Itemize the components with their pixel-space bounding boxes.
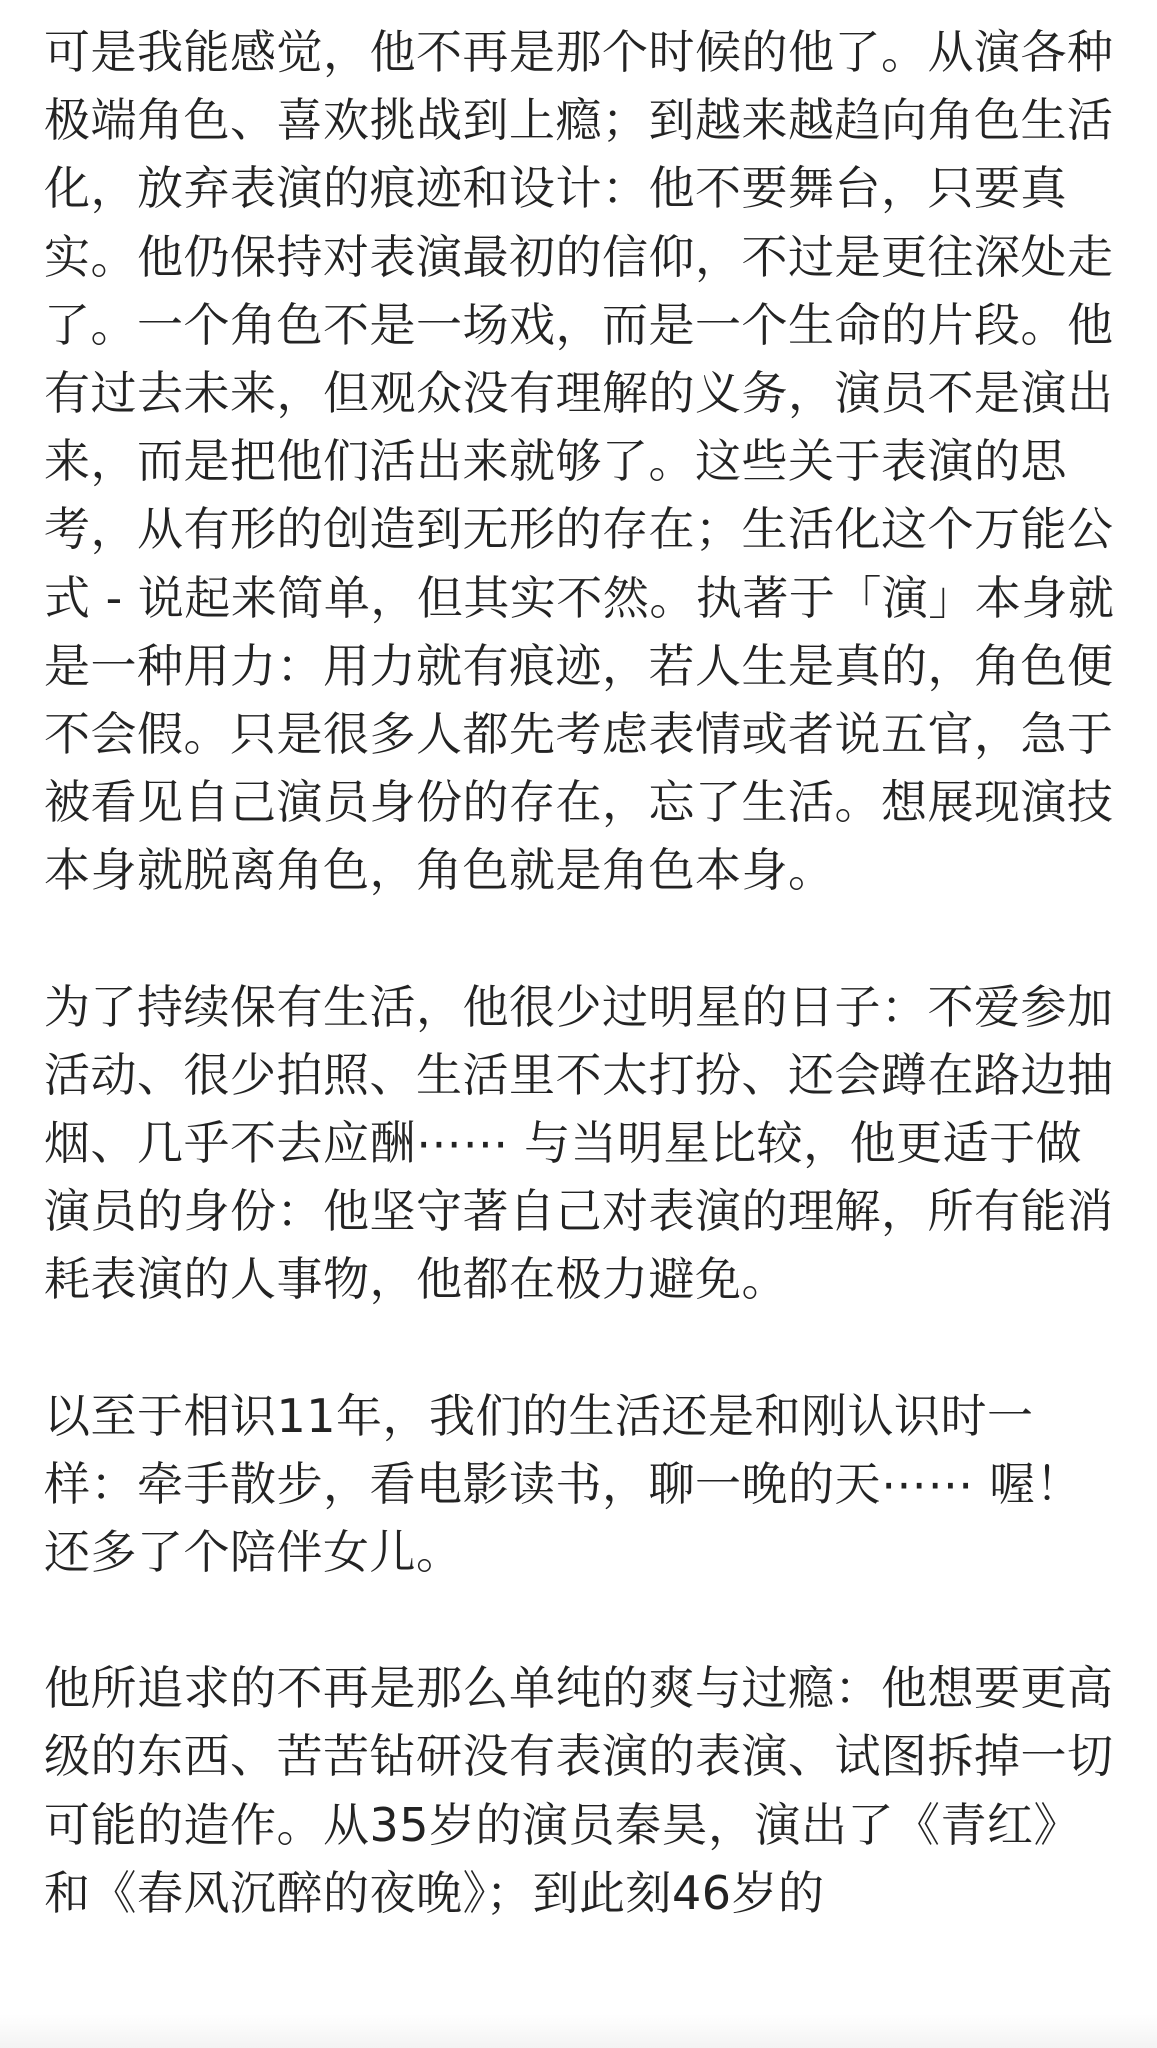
bottom-fade bbox=[0, 2014, 1157, 2048]
paragraph-4: 他所追求的不再是那么单纯的爽与过瘾：他想要更高级的东西、苦苦钻研没有表演的表演、试图拆掉一切可能的造作。从35岁的演员秦昊，演出了《青红》和《春风沉醉的夜晚》；到此刻46岁的 bbox=[44, 1661, 1114, 1920]
paragraph-3: 以至于相识11年，我们的生活还是和刚认识时一样：牵手散步，看电影读书，聊一晚的天⋯⋯ 喔！还多了个陪伴女儿。 bbox=[44, 1388, 1083, 1580]
article-text bbox=[44, 18, 1121, 1927]
paragraph-2: 为了持续保有生活，他很少过明星的日子：不爱参加活动、很少拍照、生活里不太打扮、还会蹲在路边抽烟、几乎不去应酬⋯⋯ 与当明星比较，他更适于做演员的身份：他坚守著自己对表演的理解，所有能消耗表演的人事物，他都在极力避免。 bbox=[44, 979, 1114, 1307]
paragraph-1: 可是我能感觉，他不再是那个时候的他了。从演各种极端角色、喜欢挑战到上瘾；到越来越趋向角色生活化，放弃表演的痕迹和设计：他不要舞台，只要真实。他仍保持对表演最初的信仰，不过是更往深处走了。一个角色不是一场戏，而是一个生命的片段。他有过去未来，但观众没有理解的义务，演员不是演出来，而是把他们活出来就够了。这些关于表演的思考，从有形的创造到无形的存在；生活化这个万能公式 - 说起来简单，但其实不然。执著于「演」本身就是一种用力：用力就有痕迹，若人生是真的，角色便不会假。只是很多人都先考虑表情或者说五官，急于被看见自己演员身份的存在，忘了生活。想展现演技本身就脱离角色，角色就是角色本身。 bbox=[44, 25, 1115, 898]
